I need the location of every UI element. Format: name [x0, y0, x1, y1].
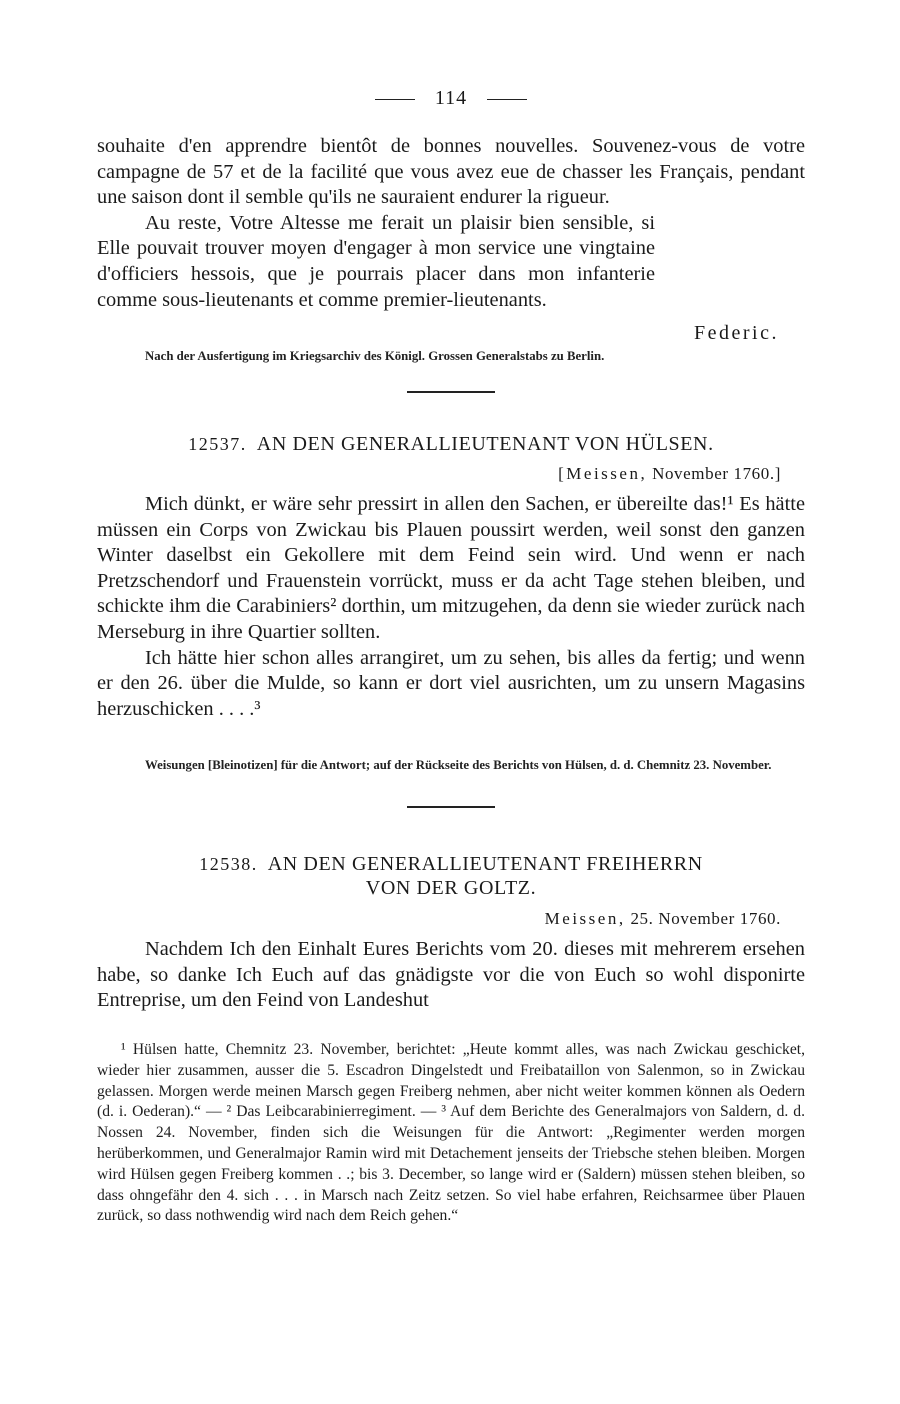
letter-12537-paragraph-2: Ich hätte hier schon alles arrangiret, um zu sehen, bis alles da fertig; und wenn er den 26. über die Mulde, so kann er dort viel ausrichten, um zu unsern Magasins herzuschicken . . . .³ [97, 646, 805, 720]
letter-12538-paragraph-1: Nachdem Ich den Einhalt Eures Berichts vom 20. dieses mit mehrerem ersehen habe, so danke Ich Euch auf das gnädigste vor die von Euch so wohl disponirte Entreprise, um den Feind von Landeshut [97, 938, 805, 1012]
separator-rule-1 [97, 391, 805, 393]
letter-12537-dateline-date: November 1760.] [652, 464, 781, 483]
letter-12538-heading-line-1 [97, 852, 805, 876]
previous-letter-source-note: Nach der Ausfertigung im Kriegsarchiv des Königl. Grossen Generalstabs zu Berlin. [145, 349, 605, 363]
separator-rule-2 [97, 806, 805, 808]
letter-12538-body [97, 937, 805, 1014]
letter-12538-heading [97, 852, 805, 900]
letter-12538-title-line-1: AN DEN GENERALLIEUTENANT FREIHERRN [267, 853, 703, 875]
header-dash-left [375, 99, 415, 100]
letter-12537-title: AN DEN GENERALLIEUTENANT VON HÜLSEN. [256, 433, 714, 455]
footnotes: ¹ Hülsen hatte, Chemnitz 23. November, berichtet: „Heute kommt alles, was nach Zwickau geschicket, wieder hier zusammen, ausser die 5. Escadron Dingelstedt und Freibataillon von Salenmon, so in Zwickau gelassen. Morgen werde meinen Marsch gegen Freiberg nehmen, aber nicht weiter kommen können als Oedern (d. i. Oederan).“ — ² Das Leibcarabinierregiment. — ³ Auf dem Berichte des Generalmajors von Saldern, d. d. Nossen 24. November, finden sich die Weisungen für die Antwort: „Regimenter werden morgen herüberkommen, und Generalmajor Ramin wird mit Detachement jenseits der Triebsche stehen bleiben. Morgen wird Hülsen gegen Freiberg kommen . .; bis 3. December, so lange wird er (Saldern) müssen stehen bleiben, so dass ohngefähr den 4. sich . . . in Marsch nach Zeitz setzen. So viel habe erfahren, Reichsarmee über Plauen zurück, so dass nothwendig wird nach dem Reich gehen.“ [97, 1041, 805, 1225]
previous-letter-continuation [97, 134, 805, 313]
letter-12537-paragraph-1: Mich dünkt, er wäre sehr pressirt in allen den Sachen, er übereilte das!¹ Es hätte müssen ein Corps von Zwickau bis Plauen poussirt werden, weil sonst den ganzen Winter daselbst ein Gekollere mit dem Feind sein wird. Und wenn er nach Pretzschendorf und Frauenstein vorrückt, muss er da acht Tage stehen bleiben, und schickte ihm die Carabiniers² dorthin, um mitzugehen, da denn sie wieder zurück nach Merseburg in ihre Quartier sollten. [97, 493, 805, 643]
letter-12538-dateline-date: 25. November 1760. [630, 909, 781, 928]
letter-12537-dateline [97, 464, 781, 484]
letter-12538-dateline [97, 909, 781, 929]
letter-12538-number: 12538. [199, 854, 258, 874]
letter-12537-dateline-place: [Meissen, [558, 464, 648, 483]
previous-letter-paragraph-2: Au reste, Votre Altesse me ferait un plaisir bien sensible, si Elle pouvait trouver moyen d'engager à mon service une vingtaine d'officiers hessois, que je pourrais placer dans mon infanterie comme sous-lieutenants et comme premier-lieutenants. [97, 211, 655, 311]
letter-12537-heading [97, 432, 805, 456]
letter-12538-title-line-2: VON DER GOLTZ. [365, 877, 537, 899]
letter-12538-dateline-place: Meissen, [544, 909, 626, 928]
page-header [97, 87, 805, 110]
letter-12537-body [97, 492, 805, 722]
letter-12537-source-note: Weisungen [Bleinotizen] für die Antwort; auf der Rückseite des Berichts von Hülsen, d. d. Chemnitz 23. November. [145, 758, 772, 772]
header-dash-right [487, 99, 527, 100]
signature: Federic. [694, 322, 779, 344]
page-number: 114 [434, 87, 468, 109]
previous-letter-paragraph-1: souhaite d'en apprendre bientôt de bonnes nouvelles. Souvenez-vous de votre campagne de 57 et de la facilité que vous avez eue de chasser les Français, pendant une saison dont il semble qu'ils ne sauraient endurer la rigueur. [97, 135, 805, 209]
letter-12537-number: 12537. [188, 434, 247, 454]
